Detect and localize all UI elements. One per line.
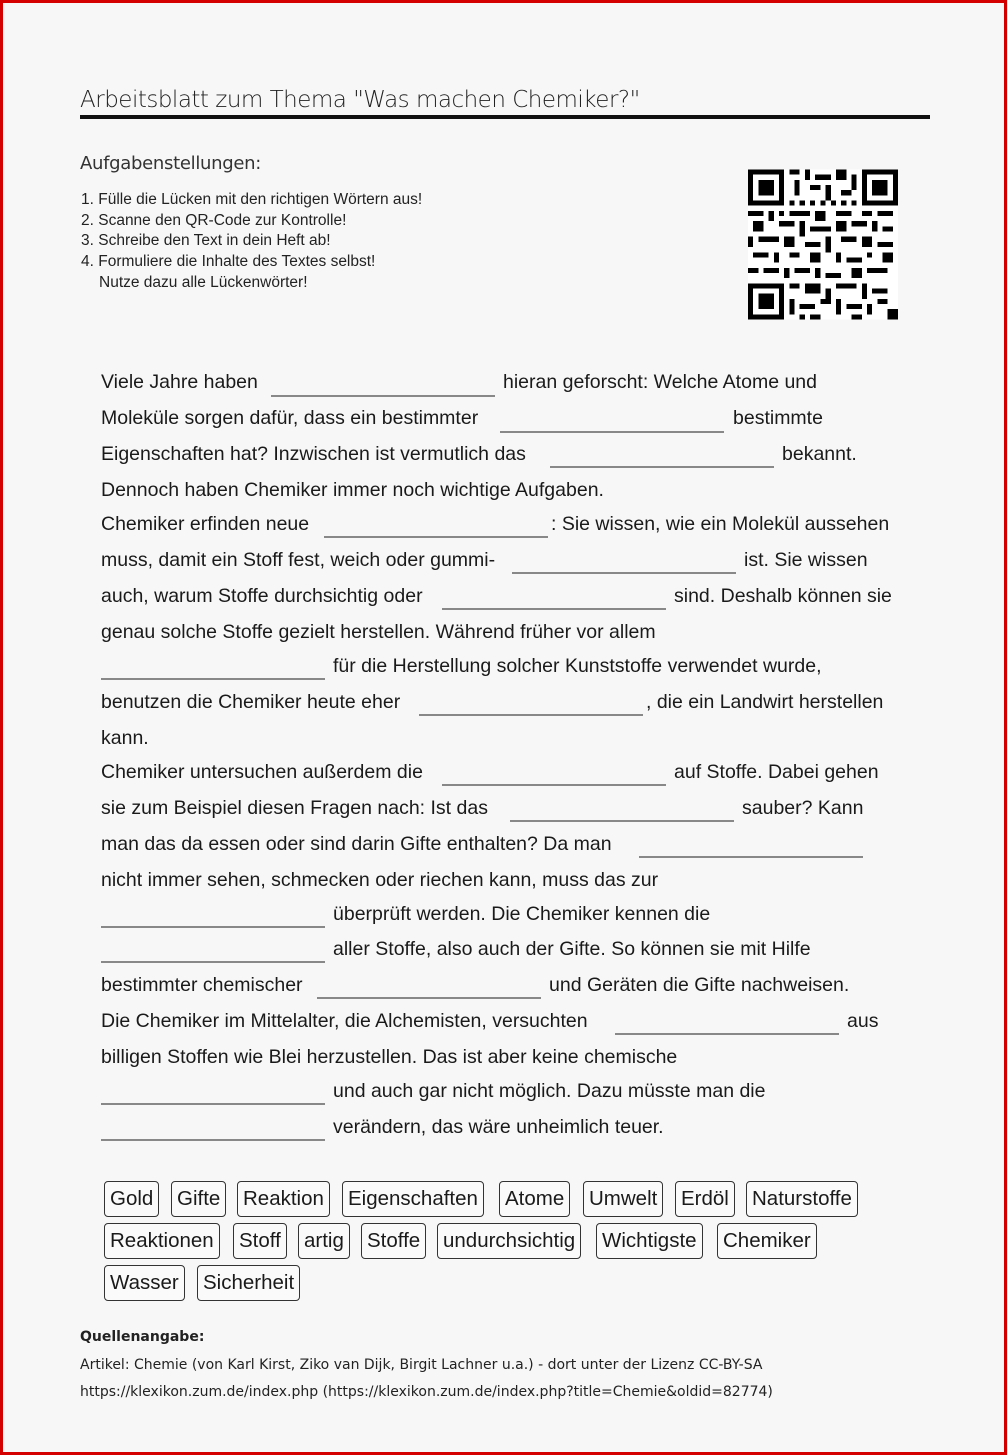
text-segment: hieran geforscht: Welche Atome und xyxy=(503,371,817,393)
blank-gap[interactable] xyxy=(512,572,736,574)
text-segment: bestimmter chemischer xyxy=(101,974,303,996)
blank-gap[interactable] xyxy=(271,395,495,397)
text-segment: bekannt. xyxy=(782,443,857,465)
word-chip[interactable]: Gifte xyxy=(171,1181,226,1217)
word-chip[interactable]: Gold xyxy=(104,1181,159,1217)
blank-gap[interactable] xyxy=(500,431,724,433)
blank-gap[interactable] xyxy=(101,961,325,963)
task-item: 4. Formuliere die Inhalte des Textes selbst! xyxy=(81,253,376,271)
word-chip[interactable]: Umwelt xyxy=(583,1181,663,1217)
text-segment: aller Stoffe, also auch der Gifte. So können sie mit Hilfe xyxy=(333,938,811,960)
source-link[interactable]: https://klexikon.zum.de/index.php (https://klexikon.zum.de/index.php?title=Chemie&oldid=82774) xyxy=(80,1384,773,1400)
task-list xyxy=(81,190,422,294)
text-segment: aus xyxy=(847,1010,879,1032)
blank-gap[interactable] xyxy=(101,926,325,928)
text-segment: überprüft werden. Die Chemiker kennen die xyxy=(333,903,711,925)
text-segment: sind. Deshalb können sie xyxy=(674,585,892,607)
text-segment: Viele Jahre haben xyxy=(101,371,258,393)
task-item: 1. Fülle die Lücken mit den richtigen Wörtern aus! xyxy=(81,191,423,208)
blank-gap[interactable] xyxy=(317,997,541,999)
text-segment: und auch gar nicht möglich. Dazu müsste man die xyxy=(333,1080,766,1102)
text-segment: auf Stoffe. Dabei gehen xyxy=(674,761,879,783)
blank-gap[interactable] xyxy=(442,608,666,610)
word-chip[interactable]: Atome xyxy=(499,1181,570,1217)
blank-gap[interactable] xyxy=(639,856,863,858)
blank-gap[interactable] xyxy=(101,678,325,680)
word-chip[interactable]: Naturstoffe xyxy=(746,1181,858,1217)
source-heading: Quellenangabe: xyxy=(80,1329,205,1345)
word-chip[interactable]: Wichtigste xyxy=(596,1223,703,1259)
text-segment: Moleküle sorgen dafür, dass ein bestimmter xyxy=(101,407,479,429)
blank-gap[interactable] xyxy=(615,1033,839,1035)
text-segment: : Sie wissen, wie ein Molekül aussehen xyxy=(551,513,890,535)
text-segment: Dennoch haben Chemiker immer noch wichtige Aufgaben. xyxy=(101,479,604,501)
text-segment: für die Herstellung solcher Kunststoffe verwendet wurde, xyxy=(333,655,822,677)
tasks-heading: Aufgabenstellungen: xyxy=(80,153,262,174)
word-chip[interactable]: Reaktionen xyxy=(104,1223,220,1259)
blank-gap[interactable] xyxy=(324,536,548,538)
text-segment: man das da essen oder sind darin Gifte enthalten? Da man xyxy=(101,833,612,855)
text-segment: kann. xyxy=(101,727,149,749)
blank-gap[interactable] xyxy=(442,784,666,786)
text-segment: ist. Sie wissen xyxy=(744,549,868,571)
text-segment: sauber? Kann xyxy=(742,797,864,819)
text-segment: Chemiker untersuchen außerdem die xyxy=(101,761,423,783)
task-item: Nutze dazu alle Lückenwörter! xyxy=(99,273,308,291)
word-chip[interactable]: Chemiker xyxy=(717,1223,817,1259)
word-chip[interactable]: Reaktion xyxy=(237,1181,330,1217)
source-article: Artikel: Chemie (von Karl Kirst, Ziko van Dijk, Birgit Lachner u.a.) - dort unter der Lizenz CC-BY-SA xyxy=(80,1357,763,1373)
task-item: 2. Scanne den QR-Code zur Kontrolle! xyxy=(81,211,347,229)
text-segment: benutzen die Chemiker heute eher xyxy=(101,691,401,713)
blank-gap[interactable] xyxy=(419,714,643,716)
word-chip[interactable]: undurchsichtig xyxy=(437,1223,581,1259)
blank-gap[interactable] xyxy=(101,1139,325,1141)
worksheet-title: Arbeitsblatt zum Thema "Was machen Chemiker?" xyxy=(80,87,930,119)
text-segment: , die ein Landwirt herstellen xyxy=(646,691,884,713)
qr-code-icon[interactable] xyxy=(748,168,898,321)
text-segment: nicht immer sehen, schmecken oder riechen kann, muss das zur xyxy=(101,869,659,891)
text-segment: verändern, das wäre unheimlich teuer. xyxy=(333,1116,664,1138)
word-chip[interactable]: Wasser xyxy=(104,1265,185,1301)
text-segment: Eigenschaften hat? Inzwischen ist vermutlich das xyxy=(101,443,526,465)
text-segment: sie zum Beispiel diesen Fragen nach: Ist das xyxy=(101,797,488,819)
word-chip[interactable]: artig xyxy=(298,1223,350,1259)
text-segment: Chemiker erfinden neue xyxy=(101,513,310,535)
blank-gap[interactable] xyxy=(550,466,774,468)
word-chip[interactable]: Sicherheit xyxy=(197,1265,300,1301)
text-segment: Die Chemiker im Mittelalter, die Alchemisten, versuchten xyxy=(101,1010,588,1032)
text-segment: genau solche Stoffe gezielt herstellen. Während früher vor allem xyxy=(101,621,656,643)
word-chip[interactable]: Stoffe xyxy=(361,1223,426,1259)
word-chip[interactable]: Erdöl xyxy=(675,1181,735,1217)
word-chip[interactable]: Stoff xyxy=(233,1223,287,1259)
text-segment: bestimmte xyxy=(733,407,823,429)
text-segment: und Geräten die Gifte nachweisen. xyxy=(549,974,850,996)
word-chip[interactable]: Eigenschaften xyxy=(342,1181,484,1217)
task-item: 3. Schreibe den Text in dein Heft ab! xyxy=(81,232,331,250)
text-segment: auch, warum Stoffe durchsichtig oder xyxy=(101,585,423,607)
text-segment: muss, damit ein Stoff fest, weich oder gummi- xyxy=(101,549,496,571)
blank-gap[interactable] xyxy=(510,820,734,822)
blank-gap[interactable] xyxy=(101,1103,325,1105)
text-segment: billigen Stoffen wie Blei herzustellen. Das ist aber keine chemische xyxy=(101,1046,678,1068)
